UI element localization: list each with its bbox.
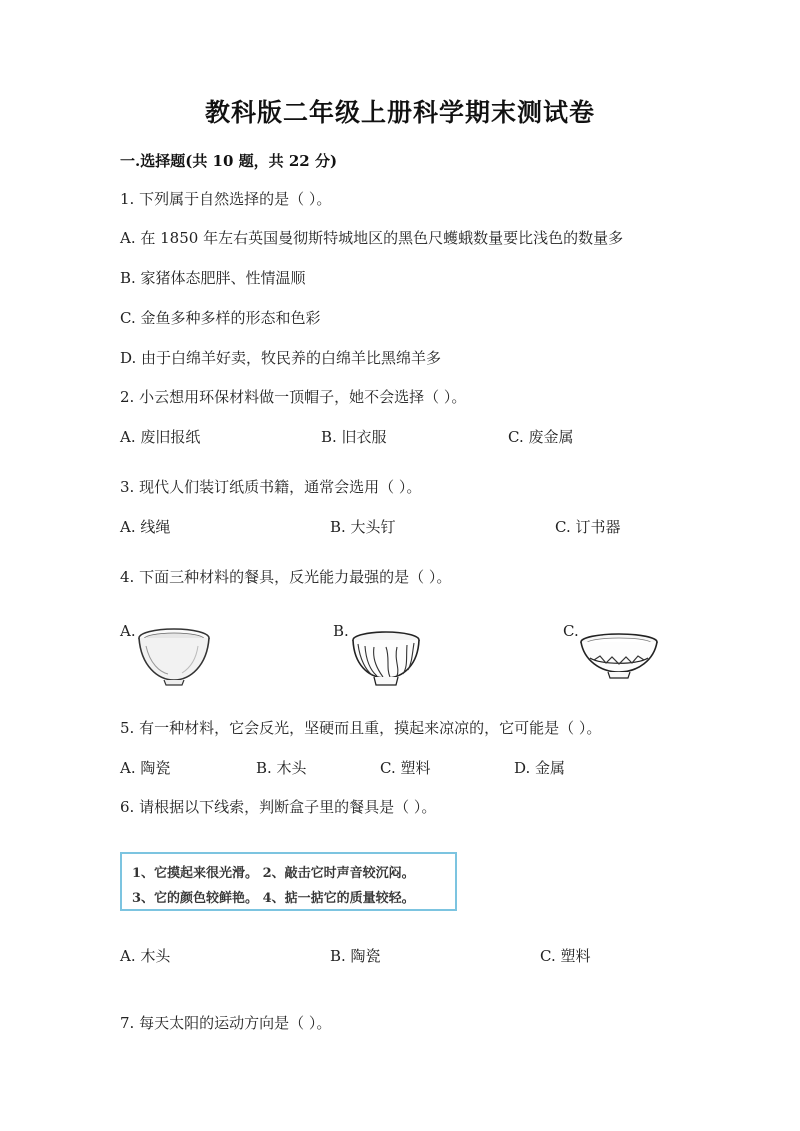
question-4-option-a[interactable]: A. (120, 622, 136, 640)
metal-bowl-image (136, 626, 212, 688)
question-2-stem: 2. 小云想用环保材料做一顶帽子，她不会选择（ ）。 (120, 388, 467, 406)
question-4-stem: 4. 下面三种材料的餐具，反光能力最强的是（ ）。 (120, 568, 452, 586)
question-4-option-c[interactable]: C. (563, 622, 579, 640)
question-5-stem: 5. 有一种材料，它会反光，坚硬而且重，摸起来凉凉的，它可能是（ ）。 (120, 719, 602, 737)
clue-row-2: 3、它的颜色较鲜艳。 4、掂一掂它的质量较轻。 (132, 891, 415, 906)
question-6-option-c[interactable]: C. 塑料 (540, 947, 591, 965)
question-2-option-c[interactable]: C. 废金属 (508, 428, 574, 446)
clue-row-1: 1、它摸起来很光滑。 2、敲击它时声音较沉闷。 (132, 866, 415, 881)
ceramic-bowl-image (578, 632, 660, 684)
section-heading: 一.选择题(共 10 题，共 22 分) (120, 152, 338, 170)
question-7-stem: 7. 每天太阳的运动方向是（ ）。 (120, 1014, 332, 1032)
question-2-option-a[interactable]: A. 废旧报纸 (120, 428, 201, 446)
question-5-option-d[interactable]: D. 金属 (514, 759, 566, 777)
question-4-option-b[interactable]: B. (333, 622, 349, 640)
question-3-option-a[interactable]: A. 线绳 (120, 518, 171, 536)
question-1-option-d[interactable]: D. 由于白绵羊好卖，牧民养的白绵羊比黑绵羊多 (120, 349, 442, 367)
question-6-option-a[interactable]: A. 木头 (120, 947, 171, 965)
question-5-option-c[interactable]: C. 塑料 (380, 759, 431, 777)
clue-box (120, 852, 457, 911)
question-6-option-b[interactable]: B. 陶瓷 (330, 947, 381, 965)
question-1-option-c[interactable]: C. 金鱼多种多样的形态和色彩 (120, 309, 321, 327)
page-title: 教科版二年级上册科学期末测试卷 (204, 98, 595, 127)
question-3-option-c[interactable]: C. 订书器 (555, 518, 621, 536)
question-5-option-a[interactable]: A. 陶瓷 (120, 759, 171, 777)
question-3-option-b[interactable]: B. 大头钉 (330, 518, 396, 536)
question-1-stem: 1. 下列属于自然选择的是（ ）。 (120, 190, 332, 208)
question-6-stem: 6. 请根据以下线索，判断盒子里的餐具是（ ）。 (120, 798, 437, 816)
question-3-stem: 3. 现代人们装订纸质书籍，通常会选用（ ）。 (120, 478, 422, 496)
question-1-option-a[interactable]: A. 在 1850 年左右英国曼彻斯特城地区的黑色尺蠖蛾数量要比浅色的数量多 (120, 229, 624, 247)
question-2-option-b[interactable]: B. 旧衣服 (321, 428, 387, 446)
question-1-option-b[interactable]: B. 家猪体态肥胖、性情温顺 (120, 269, 306, 287)
wooden-bowl-image (350, 630, 422, 688)
question-5-option-b[interactable]: B. 木头 (256, 759, 307, 777)
